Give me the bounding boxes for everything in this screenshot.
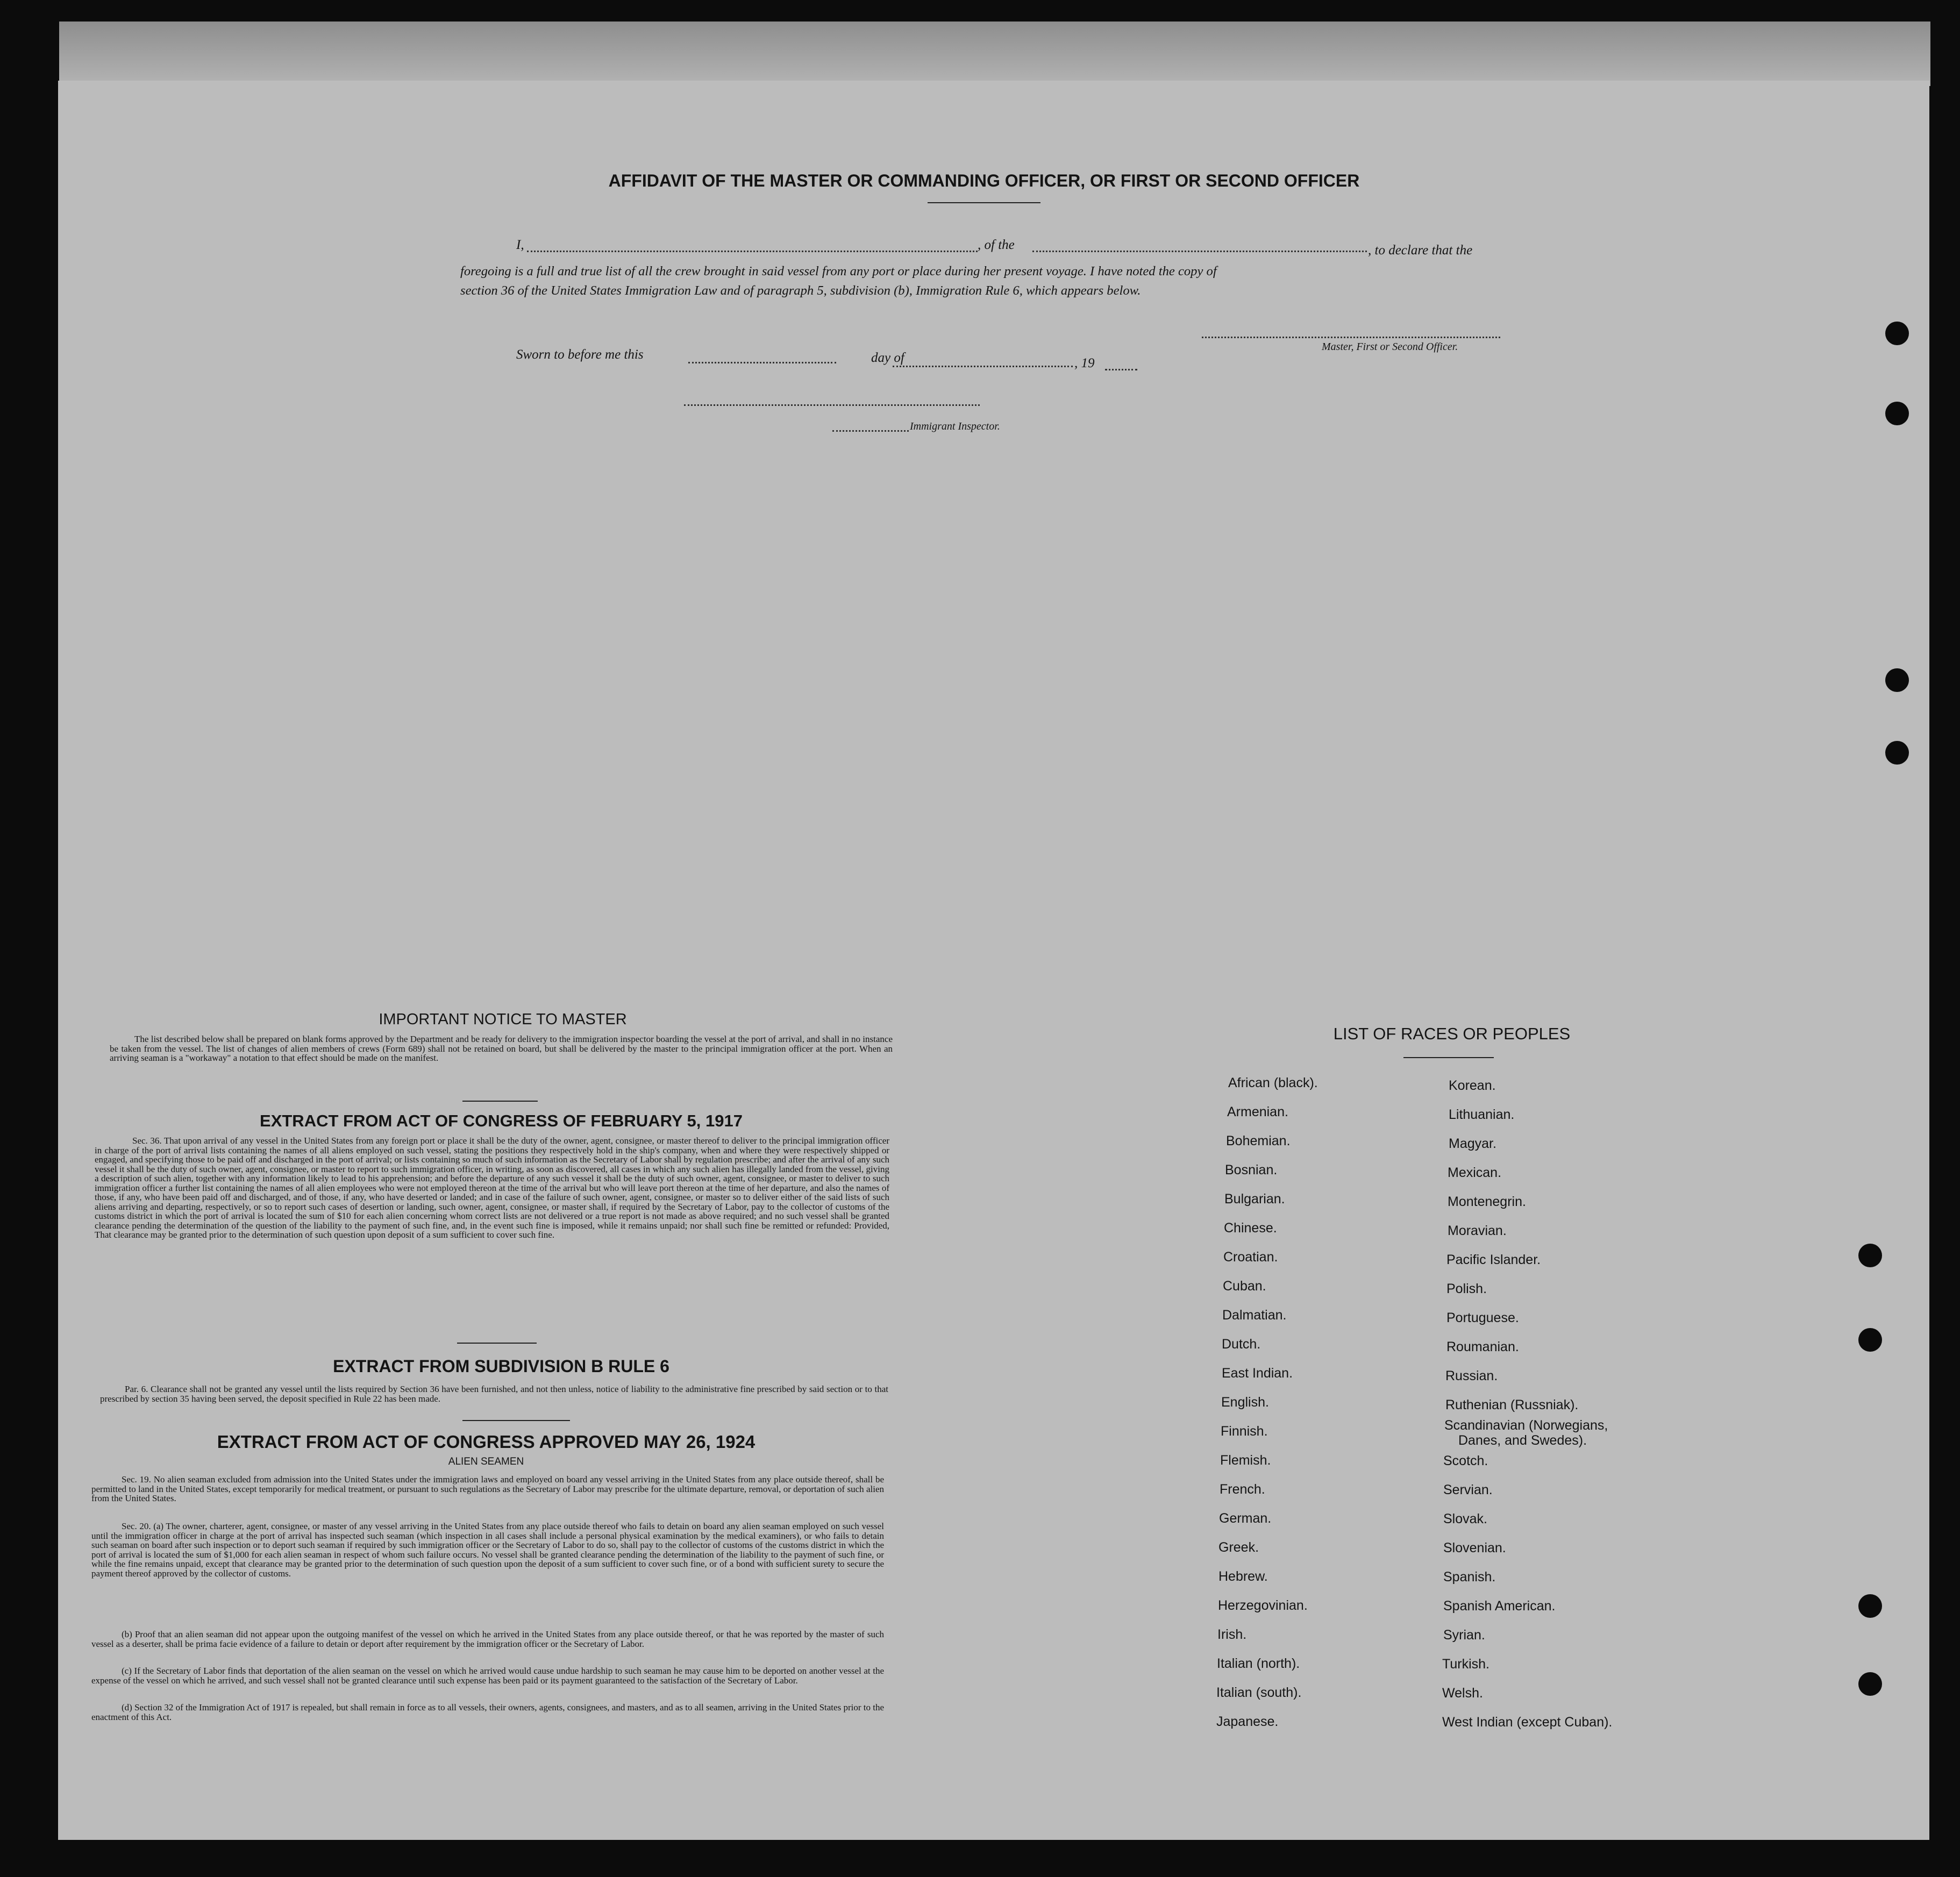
race-item: Turkish.	[1442, 1657, 1489, 1672]
race-item: Hebrew.	[1218, 1569, 1268, 1584]
race-item: Italian (south).	[1216, 1685, 1302, 1700]
sworn-year-field[interactable]	[1105, 369, 1137, 370]
extract-1924-sec20c: (c) If the Secretary of Labor finds that deportation of the alien seaman on the vessel on which he arrived would cause undue hardship to such seaman he may cause him to be deported on another vessel at the expense of the vessel on which he arrived, and such vessel shall not be granted clearance until such expense has been paid or its payment guaranteed to the satisfaction of the Secretary of Labor.	[91, 1666, 884, 1686]
affidavit-line2: foregoing is a full and true list of all the crew brought in said vessel from any port or place during her present voyage. I have noted the copy of	[460, 264, 1217, 279]
race-item: Slovak.	[1443, 1511, 1487, 1526]
affidavit-to-declare: , to declare that the	[1368, 243, 1473, 258]
race-item: Irish.	[1217, 1627, 1247, 1642]
race-item: Russian.	[1445, 1368, 1498, 1383]
divider	[462, 1101, 538, 1102]
race-item: Danes, and Swedes).	[1458, 1433, 1587, 1448]
vessel-field[interactable]	[1032, 251, 1367, 252]
race-item: English.	[1221, 1395, 1269, 1410]
affidavit-title: AFFIDAVIT OF THE MASTER OR COMMANDING OFFICER, OR FIRST OR SECOND OFFICER	[608, 171, 1360, 190]
affidavit-i-label: I,	[516, 238, 524, 252]
master-signature-label: Master, First or Second Officer.	[1322, 341, 1458, 353]
extract-1924-sec20a: Sec. 20. (a) The owner, charterer, agent, consignee, or master of any vessel arriving in the United States from any place outside thereof who fails to detain on board any alien seaman employed on such vessel until the immigration officer in charge at the port of arrival has inspected such seaman (which inspection in all cases shall include a personal physical examination by the medical examiners), or who fails to detain such seaman on board after such inspection or to deport such seaman if required by such immigration officer or the Secretary of Labor to do so, shall pay to the collector of customs of the customs district in which the port of arrival is located the sum of $1,000 for each alien seaman in respect of whom such failure occurs. No vessel shall be granted clearance pending the determination of the liability to the payment of such fine, or while the fine remains unpaid, except that clearance may be granted prior to the determination of such question upon the deposit of a sum sufficient to cover such fine, or of a bond with sufficient surety to secure the payment thereof approved by the collector of customs.	[91, 1521, 884, 1579]
race-item: Lithuanian.	[1449, 1107, 1515, 1122]
race-item: African (black).	[1228, 1075, 1318, 1090]
extract-rule6-body: Par. 6. Clearance shall not be granted any vessel until the lists required by Section 36 have been furnished, and not then unless, notice of liability to the administrative fine prescribed by said section or to that prescribed by section 35 having been served, the deposit specified in Rule 22 has been made.	[100, 1384, 888, 1404]
punch-hole	[1858, 1594, 1882, 1618]
extract-1924-subtitle: ALIEN SEAMEN	[448, 1456, 524, 1467]
day-of-label: day of	[871, 351, 904, 365]
race-item: Chinese.	[1224, 1221, 1277, 1236]
race-item: Bohemian.	[1226, 1133, 1291, 1148]
race-item: Italian (north).	[1217, 1656, 1300, 1671]
race-item: Armenian.	[1227, 1104, 1288, 1119]
extract-1924-sec20b: (b) Proof that an alien seaman did not appear upon the outgoing manifest of the vessel on which he arrived in the United States from any place outside thereof, or that he was reported by the master of such vessel as a deserter, shall be prima facie evidence of a failure to detain or deport after requirement by the immigration officer or the Secretary of Labor.	[91, 1629, 884, 1649]
affidavit-line3: section 36 of the United States Immigration Law and of paragraph 5, subdivision (b), Immigration Rule 6, which appears below.	[460, 283, 1141, 298]
race-item: Scandinavian (Norwegians,	[1444, 1418, 1608, 1433]
notice-body: The list described below shall be prepared on blank forms approved by the Department and be ready for delivery to the immigration inspector boarding the vessel at the port of arrival, and shall in no instance be taken from the vessel. The list of changes of alien members of crews (Form 689) shall not be retained on board, but shall be delivered by the master to the principal immigration officer at the port. When an arriving seaman is a "workaway" a notation to that effect should be made on the manifest.	[110, 1034, 893, 1063]
race-item: Finnish.	[1221, 1424, 1268, 1439]
sworn-day-field[interactable]	[688, 362, 836, 363]
race-item: Roumanian.	[1446, 1339, 1519, 1354]
master-signature-field[interactable]	[1202, 337, 1500, 338]
race-item: Magyar.	[1449, 1136, 1496, 1151]
race-item: Croatian.	[1223, 1250, 1278, 1265]
extract-1917-body: Sec. 36. That upon arrival of any vessel in the United States from any foreign port or place it shall be the duty of the owner, agent, consignee, or master thereof to deliver to the principal immigration officer in charge of the port of arrival lists containing the names of all aliens employed on such vessel, stating the positions they respectively hold in the ship's company, when and where they were respectively shipped or engaged, and specifying those to be paid off and discharged in the port of arrival; or lists containing so much of such information as the Secretary of Labor shall by regulation prescribe; and after the arrival of any such vessel it shall be the duty of such owner, agent, consignee, or master to report to such immigration officer, in writing, as soon as discovered, all cases in which any such alien has illegally landed from the vessel, giving a description of such alien, together with any information likely to lead to his apprehension; and before the departure of any such vessel it shall be the duty of such owner, agent, consignee, or master to deliver to such immigration officer a further list containing the names of all alien employees who were not employed thereon at the time of the arrival but who will leave port thereon at the time of her departure, and also the names of those, if any, who have been paid off and discharged, and of those, if any, who have deserted or landed; and in case of the failure of such owner, agent, consignee, or master so to deliver either of the said lists of such aliens arriving and departing, respectively, or so to report such cases of desertion or landing, such owner, agent, consignee, or master shall, if required by the Secretary of Labor, pay to the collector of customs of the customs district in which the port of arrival is located the sum of $10 for each alien concerning whom correct lists are not delivered or a true report is not made as above required; and no such vessel shall be granted clearance pending the determination of the question of the liability to the payment of such fine, and, in the event such fine is imposed, while it remains unpaid; nor shall such fine be remitted or refunded: Provided, That clearance may be granted prior to the determination of such question upon deposit of a sum sufficient to cover such fine.	[95, 1136, 889, 1240]
affidavit-of-the: , of the	[978, 238, 1015, 252]
race-item: Mexican.	[1448, 1165, 1502, 1180]
punch-hole	[1858, 1672, 1882, 1696]
race-item: German.	[1219, 1511, 1272, 1526]
race-item: Servian.	[1443, 1482, 1493, 1497]
race-item: Pacific Islander.	[1446, 1252, 1541, 1267]
race-item: Montenegrin.	[1448, 1194, 1526, 1209]
year-prefix: , 19	[1074, 356, 1095, 370]
race-item: Ruthenian (Russniak).	[1445, 1397, 1579, 1412]
punch-hole	[1858, 1328, 1882, 1352]
sworn-label: Sworn to before me this	[516, 347, 644, 362]
race-item: Syrian.	[1443, 1628, 1485, 1643]
extract-1917-title: EXTRACT FROM ACT OF CONGRESS OF FEBRUARY 5, 1917	[260, 1111, 743, 1130]
race-item: Flemish.	[1220, 1453, 1271, 1468]
race-item: Korean.	[1449, 1078, 1496, 1093]
race-item: Dutch.	[1222, 1337, 1261, 1352]
race-item: French.	[1220, 1482, 1265, 1497]
race-item: Bosnian.	[1225, 1162, 1278, 1177]
race-item: Polish.	[1446, 1281, 1487, 1296]
punch-hole	[1885, 402, 1909, 425]
name-field[interactable]	[527, 251, 978, 252]
inspector-signature-leader	[832, 430, 909, 432]
divider	[928, 202, 1040, 203]
punch-hole	[1885, 668, 1909, 692]
race-item: Welsh.	[1442, 1686, 1483, 1701]
punch-hole	[1885, 741, 1909, 765]
inspector-signature-label: Immigrant Inspector.	[910, 420, 1000, 432]
race-item: Greek.	[1218, 1540, 1259, 1555]
punch-hole	[1858, 1244, 1882, 1267]
race-item: Slovenian.	[1443, 1540, 1506, 1555]
race-item: Herzegovinian.	[1218, 1598, 1308, 1613]
race-item: Scotch.	[1443, 1453, 1488, 1468]
extract-1924-title: EXTRACT FROM ACT OF CONGRESS APPROVED MAY 26, 1924	[217, 1432, 756, 1452]
upper-page-edge	[59, 22, 1930, 86]
race-item: Cuban.	[1223, 1279, 1266, 1294]
race-item: Spanish American.	[1443, 1598, 1556, 1614]
divider	[1403, 1057, 1494, 1058]
punch-hole	[1885, 322, 1909, 345]
extract-1924-sec20d: (d) Section 32 of the Immigration Act of 1917 is repealed, but shall remain in force as to all vessels, their owners, agents, consignees, and masters, and as to all seamen, arriving in the United States prior to the enactment of this Act.	[91, 1702, 884, 1722]
notice-title: IMPORTANT NOTICE TO MASTER	[379, 1011, 627, 1028]
race-item: Spanish.	[1443, 1569, 1496, 1585]
race-item: Portuguese.	[1446, 1310, 1519, 1325]
divider	[457, 1343, 537, 1344]
races-title: LIST OF RACES OR PEOPLES	[1333, 1024, 1571, 1043]
race-item: West Indian (except Cuban).	[1442, 1715, 1613, 1730]
divider	[462, 1420, 570, 1421]
race-item: East Indian.	[1222, 1366, 1293, 1381]
sworn-month-field[interactable]	[893, 366, 1073, 367]
extract-1924-sec19: Sec. 19. No alien seaman excluded from admission into the United States under the immigration laws and employed on board any vessel arriving in the United States from any place outside thereof, shall be permitted to land in the United States, except temporarily for medical treatment, or pursuant to such regulations as the Secretary of Labor may prescribe for the ultimate departure, removal, or deportation of such alien from the United States.	[91, 1474, 884, 1503]
race-item: Bulgarian.	[1224, 1191, 1285, 1207]
race-item: Dalmatian.	[1222, 1308, 1287, 1323]
extract-rule6-title: EXTRACT FROM SUBDIVISION B RULE 6	[333, 1357, 669, 1376]
race-item: Moravian.	[1448, 1223, 1507, 1238]
race-item: Japanese.	[1216, 1714, 1279, 1729]
inspector-signature-field[interactable]	[684, 404, 980, 406]
